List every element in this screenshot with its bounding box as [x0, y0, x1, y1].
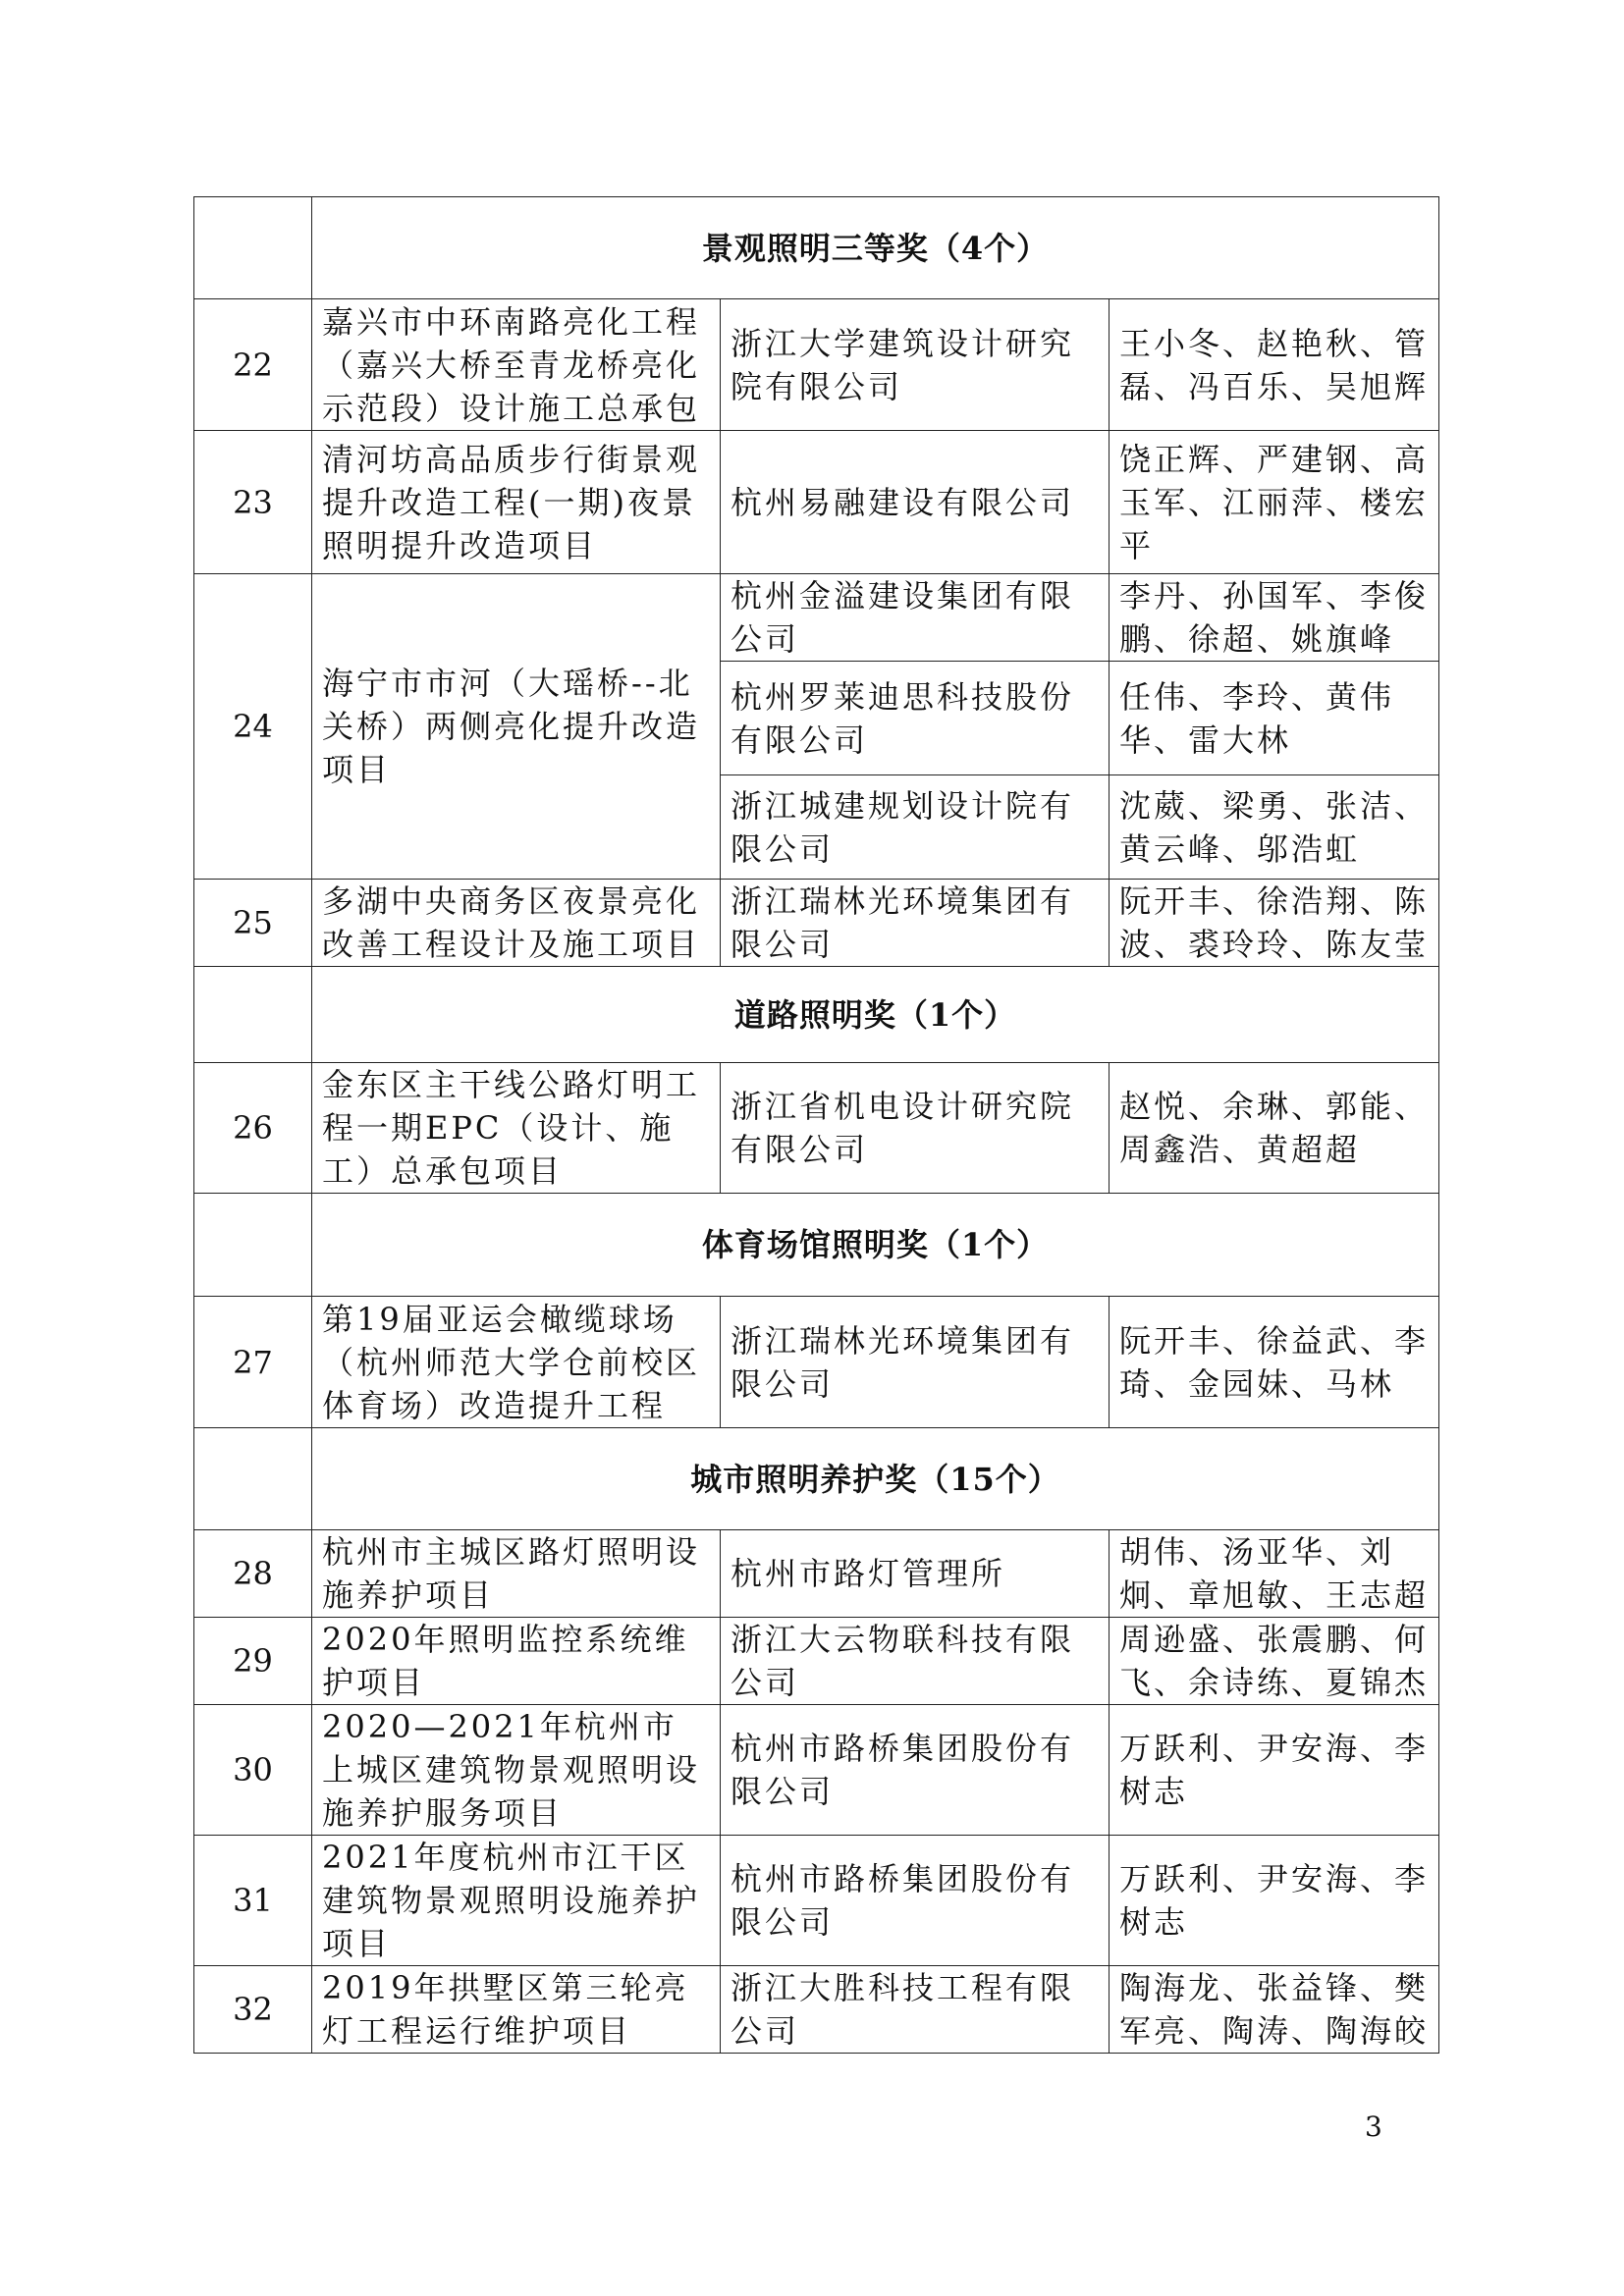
- row-number: 24: [194, 574, 312, 880]
- row-number: 29: [194, 1618, 312, 1705]
- people-names: 饶正辉、严建钢、高玉军、江丽萍、楼宏平: [1110, 431, 1439, 574]
- unit-name: 杭州市路桥集团股份有限公司: [721, 1836, 1110, 1966]
- empty-cell: [194, 197, 312, 299]
- section-row: [194, 967, 1439, 1063]
- section-row: [194, 197, 1439, 299]
- unit-name: 杭州罗莱迪思科技股份有限公司: [721, 662, 1110, 775]
- people-names: 陶海龙、张益锋、樊军亮、陶涛、陶海皎: [1110, 1966, 1439, 2054]
- row-number: 25: [194, 880, 312, 967]
- project-name: 嘉兴市中环南路亮化工程（嘉兴大桥至青龙桥亮化示范段）设计施工总承包: [312, 299, 721, 431]
- table-row: [194, 880, 1439, 967]
- section-row: [194, 1194, 1439, 1297]
- project-name: 2021年度杭州市江干区建筑物景观照明设施养护项目: [312, 1836, 721, 1966]
- project-name: 多湖中央商务区夜景亮化改善工程设计及施工项目: [312, 880, 721, 967]
- unit-name: 杭州市路灯管理所: [721, 1530, 1110, 1618]
- section-row: [194, 1428, 1439, 1530]
- project-name: 2020—2021年杭州市上城区建筑物景观照明设施养护服务项目: [312, 1705, 721, 1836]
- table-row: [194, 1297, 1439, 1428]
- project-name: 清河坊高品质步行街景观提升改造工程(一期)夜景照明提升改造项目: [312, 431, 721, 574]
- table-row: [194, 1618, 1439, 1705]
- project-name: 2019年拱墅区第三轮亮灯工程运行维护项目: [312, 1966, 721, 2054]
- row-number: 31: [194, 1836, 312, 1966]
- unit-name: 浙江瑞林光环境集团有限公司: [721, 1297, 1110, 1428]
- people-names: 胡伟、汤亚华、刘炯、章旭敏、王志超: [1110, 1530, 1439, 1618]
- unit-name: 杭州金溢建设集团有限公司: [721, 574, 1110, 662]
- project-name: 海宁市市河（大瑶桥--北关桥）两侧亮化提升改造项目: [312, 574, 721, 880]
- project-name: 2020年照明监控系统维护项目: [312, 1618, 721, 1705]
- table-row: [194, 431, 1439, 574]
- table-row: [194, 299, 1439, 431]
- awards-table: [193, 196, 1439, 2054]
- project-name: 金东区主干线公路灯明工程一期EPC（设计、施工）总承包项目: [312, 1063, 721, 1194]
- people-names: 王小冬、赵艳秋、管磊、冯百乐、吴旭辉: [1110, 299, 1439, 431]
- row-number: 32: [194, 1966, 312, 2054]
- unit-name: 浙江大学建筑设计研究院有限公司: [721, 299, 1110, 431]
- people-names: 阮开丰、徐浩翔、陈波、裘玲玲、陈友莹: [1110, 880, 1439, 967]
- unit-name: 浙江城建规划设计院有限公司: [721, 775, 1110, 880]
- empty-cell: [194, 1428, 312, 1530]
- row-number: 23: [194, 431, 312, 574]
- row-number: 26: [194, 1063, 312, 1194]
- section-title: 体育场馆照明奖（1个）: [312, 1194, 1439, 1297]
- people-names: 沈葳、梁勇、张洁、黄云峰、邬浩虹: [1110, 775, 1439, 880]
- row-number: 30: [194, 1705, 312, 1836]
- table-row: [194, 1836, 1439, 1966]
- unit-name: 浙江省机电设计研究院有限公司: [721, 1063, 1110, 1194]
- table-row: [194, 1063, 1439, 1194]
- table-row: [194, 1530, 1439, 1618]
- people-names: 周逊盛、张震鹏、何飞、余诗练、夏锦杰: [1110, 1618, 1439, 1705]
- table-row: [194, 574, 1439, 662]
- project-name: 杭州市主城区路灯照明设施养护项目: [312, 1530, 721, 1618]
- row-number: 22: [194, 299, 312, 431]
- people-names: 赵悦、余琳、郭能、周鑫浩、黄超超: [1110, 1063, 1439, 1194]
- section-title: 景观照明三等奖（4个）: [312, 197, 1439, 299]
- row-number: 28: [194, 1530, 312, 1618]
- unit-name: 浙江大云物联科技有限公司: [721, 1618, 1110, 1705]
- table-row: [194, 1705, 1439, 1836]
- unit-name: 浙江大胜科技工程有限公司: [721, 1966, 1110, 2054]
- page-number: 3: [1365, 2110, 1382, 2143]
- people-names: 任伟、李玲、黄伟华、雷大林: [1110, 662, 1439, 775]
- row-number: 27: [194, 1297, 312, 1428]
- unit-name: 杭州易融建设有限公司: [721, 431, 1110, 574]
- empty-cell: [194, 1194, 312, 1297]
- unit-name: 浙江瑞林光环境集团有限公司: [721, 880, 1110, 967]
- section-title: 道路照明奖（1个）: [312, 967, 1439, 1063]
- people-names: 李丹、孙国军、李俊鹏、徐超、姚旗峰: [1110, 574, 1439, 662]
- table-row: [194, 1966, 1439, 2054]
- people-names: 万跃利、尹安海、李树志: [1110, 1836, 1439, 1966]
- people-names: 万跃利、尹安海、李树志: [1110, 1705, 1439, 1836]
- people-names: 阮开丰、徐益武、李琦、金园妹、马林: [1110, 1297, 1439, 1428]
- project-name: 第19届亚运会橄缆球场（杭州师范大学仓前校区体育场）改造提升工程: [312, 1297, 721, 1428]
- unit-name: 杭州市路桥集团股份有限公司: [721, 1705, 1110, 1836]
- empty-cell: [194, 967, 312, 1063]
- section-title: 城市照明养护奖（15个）: [312, 1428, 1439, 1530]
